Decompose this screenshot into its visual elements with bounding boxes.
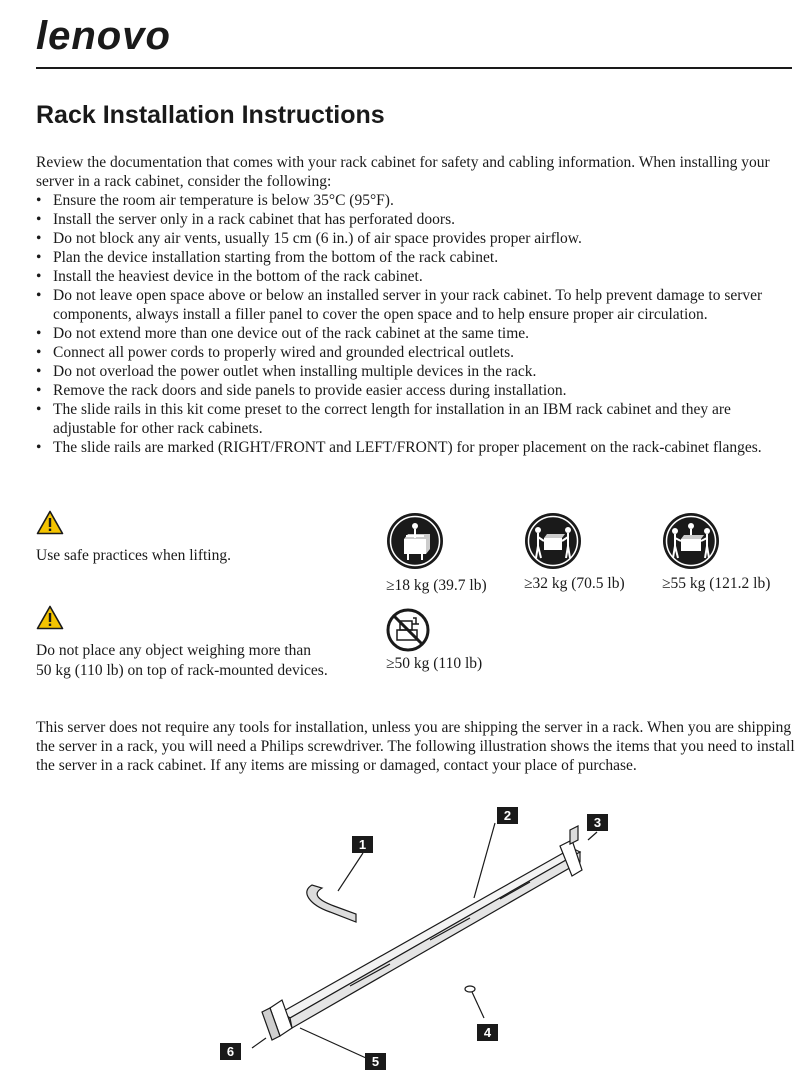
header-rule <box>36 67 792 69</box>
tools-paragraph: This server does not require any tools for installation, unless you are shipping the server in a rack. When you are shipping the server in a rack, you will need a Philips screwdriver. The following illustration shows the items that you need to install the server in a rack cabinet. If any items are missing or damaged, contact your place of purchase. <box>36 719 795 774</box>
callout-rear-bracket: 3 <box>587 814 608 831</box>
callout-screw: 4 <box>477 1024 498 1041</box>
strap-drawing <box>307 853 363 922</box>
list-item: • Ensure the room air temperature is below 35°C (95°F). <box>36 192 394 209</box>
consideration-list <box>36 191 796 457</box>
weight-label: ≥32 kg (70.5 lb) <box>524 575 625 592</box>
list-item: • Install the server only in a rack cabinet that has perforated doors. <box>36 211 455 228</box>
callout-strap: 1 <box>352 836 373 853</box>
callout-slide-rail: 2 <box>497 807 518 824</box>
no-stacking-icon <box>386 608 430 652</box>
lift-one-person-icon <box>386 512 444 570</box>
list-item: • Install the heaviest device in the bottom of the rack cabinet. <box>36 268 423 285</box>
callout-front-bracket: 6 <box>220 1043 241 1060</box>
weight-label: ≥18 kg (39.7 lb) <box>386 577 487 594</box>
weight-label: ≥55 kg (121.2 lb) <box>662 575 771 592</box>
list-item: • The slide rails are marked (RIGHT/FRONT and LEFT/FRONT) for proper placement on the rack-cabinet flanges. <box>36 439 762 456</box>
weight-label: ≥50 kg (110 lb) <box>386 655 483 672</box>
rail-kit-illustration <box>0 800 808 1091</box>
list-item: • Do not leave open space above or below an installed server in your rack cabinet. To help prevent damage to server components, always install a filler panel to cover the open space and to help ensure proper air circulation. <box>36 287 763 323</box>
intro-text: Review the documentation that comes with your rack cabinet for safety and cabling information. When installing your server in a rack cabinet, consider the following: <box>36 154 770 190</box>
screw-drawing <box>465 986 484 1018</box>
page-title: Rack Installation Instructions <box>36 101 385 129</box>
slide-rail-drawing <box>252 823 597 1058</box>
list-item: • Connect all power cords to properly wired and grounded electrical outlets. <box>36 344 514 361</box>
list-item: • Do not block any air vents, usually 15 cm (6 in.) of air space provides proper airflow. <box>36 230 582 247</box>
caution-lifting-text: Use safe practices when lifting. <box>36 547 231 564</box>
caution-warning-icon <box>36 605 64 630</box>
lift-two-person-icon <box>524 512 582 570</box>
caution-weight-line1: Do not place any object weighing more than <box>36 642 312 659</box>
callout-front-latch: 5 <box>365 1053 386 1070</box>
list-item: • Do not extend more than one device out of the rack cabinet at the same time. <box>36 325 530 342</box>
list-item: • The slide rails in this kit come preset to the correct length for installation in an IBM rack cabinet and they are adjustable for other rack cabinets. <box>36 401 731 437</box>
list-item: • Plan the device installation starting from the bottom of the rack cabinet. <box>36 249 499 266</box>
list-item: • Do not overload the power outlet when installing multiple devices in the rack. <box>36 363 537 380</box>
lift-three-person-icon <box>662 512 720 570</box>
lenovo-logo: lenovo <box>36 14 171 58</box>
caution-warning-icon <box>36 510 64 535</box>
caution-weight-line2: 50 kg (110 lb) on top of rack-mounted devices. <box>36 662 328 679</box>
list-item: • Remove the rack doors and side panels to provide easier access during installation. <box>36 382 567 399</box>
